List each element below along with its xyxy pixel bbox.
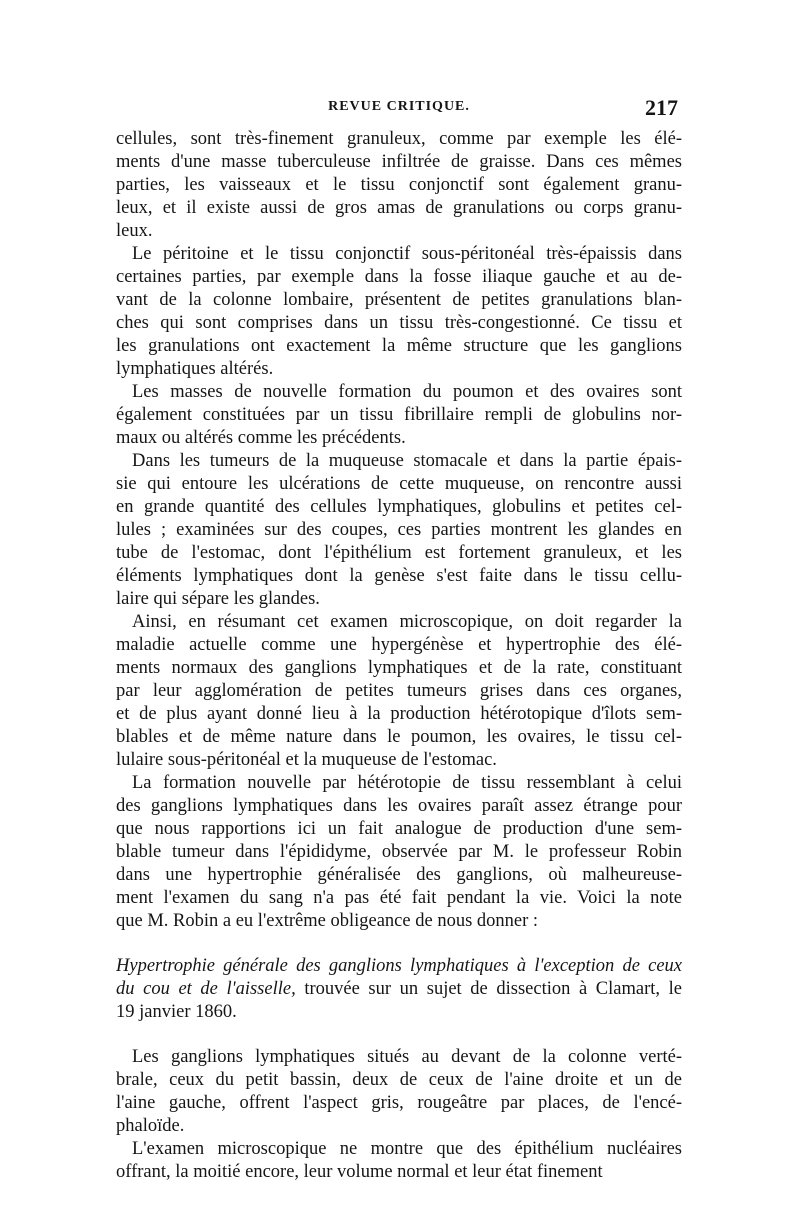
- text-line: en grande quantité des cellules lymphatiques, globulins et petites cel-: [116, 497, 682, 517]
- paragraph: [116, 772, 682, 933]
- text-line: certaines parties, par exemple dans la fosse iliaque gauche et au de-: [116, 267, 682, 287]
- paragraph: [116, 381, 682, 450]
- text-line: ches qui sont comprises dans un tissu très-congestionné. Ce tissu et: [116, 313, 682, 333]
- text-line: leux.: [116, 221, 153, 241]
- text-line: les granulations ont exactement la même structure que les ganglions: [116, 336, 682, 356]
- paragraph: [116, 1046, 682, 1138]
- text-line: ments normaux des ganglions lymphatiques et de la rate, constituant: [116, 658, 682, 678]
- text-line: également constituées par un tissu fibrillaire rempli de globulins nor-: [116, 405, 682, 425]
- paragraph: [116, 611, 682, 772]
- text-line: Ainsi, en résumant cet examen microscopique, on doit regarder la: [132, 612, 682, 632]
- text-line: ment l'examen du sang n'a pas été fait pendant la vie. Voici la note: [116, 888, 682, 908]
- text-line: L'examen microscopique ne montre que des épithélium nucléaires: [132, 1139, 682, 1159]
- page-number: 217: [645, 95, 678, 120]
- text-line: laire qui sépare les glandes.: [116, 589, 320, 609]
- text-line: vant de la colonne lombaire, présentent de petites granulations blan-: [116, 290, 682, 310]
- text-line: Le péritoine et le tissu conjonctif sous-péritonéal très-épaissis dans: [132, 244, 682, 264]
- text-line: blable tumeur dans l'épididyme, observée par M. le professeur Robin: [116, 842, 682, 862]
- paragraph: [116, 128, 682, 243]
- text-line: que nous rapportions ici un fait analogue de production d'une sem-: [116, 819, 682, 839]
- text-line: sie qui entoure les ulcérations de cette muqueuse, on rencontre aussi: [116, 474, 682, 494]
- text-line: lules ; examinées sur des coupes, ces parties montrent les glandes en: [116, 520, 682, 540]
- text-line: dans une hypertrophie généralisée des ganglions, où malheureuse-: [116, 865, 682, 885]
- note-title-date: 19 janvier 1860.: [116, 1002, 237, 1022]
- text-line: l'aine gauche, offrent l'aspect gris, rougeâtre par places, de l'encé-: [116, 1093, 682, 1113]
- note-text: [116, 1046, 682, 1184]
- text-line: maladie actuelle comme une hypergénèse et hypertrophie des élé-: [116, 635, 682, 655]
- text-line: lulaire sous-péritonéal et la muqueuse de l'estomac.: [116, 750, 497, 770]
- text-line: Les masses de nouvelle formation du poumon et des ovaires sont: [132, 382, 682, 402]
- note-title: [116, 955, 682, 1024]
- main-text: [116, 128, 682, 933]
- text-line: leux, et il existe aussi de gros amas de granulations ou corps granu-: [116, 198, 682, 218]
- text-line: ments d'une masse tuberculeuse infiltrée de graisse. Dans ces mêmes: [116, 152, 682, 172]
- text-line: lymphatiques altérés.: [116, 359, 274, 379]
- paragraph: [116, 243, 682, 381]
- note-title-rest: trouvée sur un sujet de dissection à Clamart, le: [295, 979, 682, 999]
- text-line: phaloïde.: [116, 1116, 185, 1136]
- running-title: REVUE CRITIQUE.: [328, 99, 470, 114]
- paragraph: [116, 450, 682, 611]
- text-line: et de plus ayant donné lieu à la production hétérotopique d'îlots sem-: [116, 704, 682, 724]
- text-line: que M. Robin a eu l'extrême obligeance de nous donner :: [116, 911, 539, 931]
- text-line: La formation nouvelle par hétérotopie de tissu ressemblant à celui: [132, 773, 682, 793]
- text-line: cellules, sont très-finement granuleux, comme par exemple les élé-: [116, 129, 682, 149]
- text-line: offrant, la moitié encore, leur volume normal et leur état finement: [116, 1162, 603, 1182]
- text-line: Les ganglions lymphatiques situés au devant de la colonne verté-: [132, 1047, 682, 1067]
- text-line: brale, ceux du petit bassin, deux de ceux de l'aine droite et un de: [116, 1070, 682, 1090]
- note-title-italic-2: du cou et de l'aisselle,: [116, 979, 296, 999]
- text-line: tube de l'estomac, dont l'épithélium est fortement granuleux, et les: [116, 543, 682, 563]
- text-line: blables et de même nature dans le poumon, les ovaires, le tissu cel-: [116, 727, 682, 747]
- text-line: parties, les vaisseaux et le tissu conjonctif sont également granu-: [116, 175, 682, 195]
- text-line: par leur agglomération de petites tumeurs grises dans ces organes,: [116, 681, 682, 701]
- page-header: [116, 95, 682, 125]
- note-title-italic-1: Hypertrophie générale des ganglions lymphatiques à l'exception de ceux: [116, 956, 682, 976]
- page-body: [116, 128, 682, 1184]
- text-line: éléments lymphatiques dont la genèse s'est faite dans le tissu cellu-: [116, 566, 682, 586]
- text-line: des ganglions lymphatiques dans les ovaires paraît assez étrange pour: [116, 796, 682, 816]
- text-line: maux ou altérés comme les précédents.: [116, 428, 406, 448]
- text-line: Dans les tumeurs de la muqueuse stomacale et dans la partie épais-: [132, 451, 682, 471]
- paragraph: [116, 1138, 682, 1184]
